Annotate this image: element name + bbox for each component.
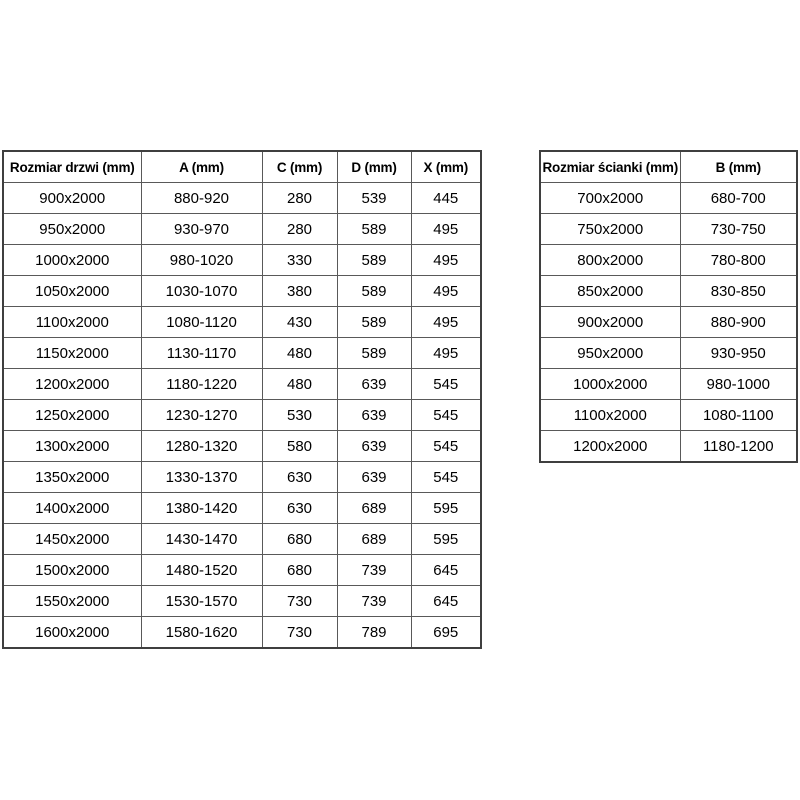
table-cell: 689: [337, 524, 411, 555]
table-cell: 1550x2000: [3, 586, 141, 617]
table-cell: 1000x2000: [3, 245, 141, 276]
table-cell: 789: [337, 617, 411, 649]
table-cell: 639: [337, 462, 411, 493]
wall-size-table: [539, 150, 798, 463]
table-cell: 1430-1470: [141, 524, 262, 555]
table-cell: 1100x2000: [540, 400, 680, 431]
table-cell: 900x2000: [540, 307, 680, 338]
table-row: [540, 400, 797, 431]
table-row: [3, 462, 481, 493]
table-cell: 1030-1070: [141, 276, 262, 307]
column-header: Rozmiar ścianki (mm): [540, 151, 680, 183]
table-row: [3, 431, 481, 462]
table-cell: 780-800: [680, 245, 797, 276]
table-cell: 730: [262, 617, 337, 649]
table-cell: 539: [337, 183, 411, 214]
table-cell: 980-1000: [680, 369, 797, 400]
table-cell: 580: [262, 431, 337, 462]
table-cell: 639: [337, 400, 411, 431]
table-cell: 1050x2000: [3, 276, 141, 307]
table-cell: 1000x2000: [540, 369, 680, 400]
table-cell: 545: [411, 431, 481, 462]
table-cell: 589: [337, 338, 411, 369]
table-cell: 495: [411, 214, 481, 245]
table-cell: 900x2000: [3, 183, 141, 214]
table-cell: 495: [411, 245, 481, 276]
table-cell: 639: [337, 431, 411, 462]
table-cell: 850x2000: [540, 276, 680, 307]
table-cell: 950x2000: [540, 338, 680, 369]
table-cell: 1400x2000: [3, 493, 141, 524]
table-cell: 980-1020: [141, 245, 262, 276]
table-cell: 1300x2000: [3, 431, 141, 462]
table-cell: 1100x2000: [3, 307, 141, 338]
table-row: [3, 214, 481, 245]
table-cell: 480: [262, 338, 337, 369]
door-table-header-row: [3, 151, 481, 183]
column-header: Rozmiar drzwi (mm): [3, 151, 141, 183]
table-cell: 589: [337, 276, 411, 307]
table-cell: 1250x2000: [3, 400, 141, 431]
column-header: X (mm): [411, 151, 481, 183]
column-header: C (mm): [262, 151, 337, 183]
table-cell: 589: [337, 214, 411, 245]
table-cell: 739: [337, 555, 411, 586]
table-row: [540, 183, 797, 214]
table-cell: 1230-1270: [141, 400, 262, 431]
table-cell: 595: [411, 524, 481, 555]
table-cell: 830-850: [680, 276, 797, 307]
table-row: [3, 369, 481, 400]
column-header: D (mm): [337, 151, 411, 183]
table-row: [540, 369, 797, 400]
table-cell: 530: [262, 400, 337, 431]
table-row: [540, 338, 797, 369]
table-cell: 1350x2000: [3, 462, 141, 493]
table-cell: 280: [262, 183, 337, 214]
table-cell: 280: [262, 214, 337, 245]
column-header: A (mm): [141, 151, 262, 183]
table-cell: 589: [337, 307, 411, 338]
table-row: [540, 245, 797, 276]
table-row: [3, 586, 481, 617]
table-row: [3, 338, 481, 369]
table-cell: 330: [262, 245, 337, 276]
table-cell: 1580-1620: [141, 617, 262, 649]
table-cell: 1180-1220: [141, 369, 262, 400]
table-row: [3, 524, 481, 555]
wall-table-header-row: [540, 151, 797, 183]
table-cell: 630: [262, 493, 337, 524]
table-cell: 495: [411, 307, 481, 338]
table-cell: 645: [411, 555, 481, 586]
table-cell: 695: [411, 617, 481, 649]
table-cell: 1480-1520: [141, 555, 262, 586]
table-cell: 1330-1370: [141, 462, 262, 493]
table-cell: 545: [411, 462, 481, 493]
table-cell: 380: [262, 276, 337, 307]
table-row: [3, 276, 481, 307]
table-cell: 1450x2000: [3, 524, 141, 555]
table-cell: 1500x2000: [3, 555, 141, 586]
table-row: [3, 183, 481, 214]
table-cell: 680-700: [680, 183, 797, 214]
table-cell: 589: [337, 245, 411, 276]
table-cell: 1600x2000: [3, 617, 141, 649]
table-cell: 639: [337, 369, 411, 400]
table-row: [3, 400, 481, 431]
table-row: [540, 276, 797, 307]
table-cell: 750x2000: [540, 214, 680, 245]
table-row: [3, 555, 481, 586]
table-cell: 430: [262, 307, 337, 338]
door-size-table: [2, 150, 482, 649]
table-cell: 1080-1100: [680, 400, 797, 431]
door-table-body: [3, 183, 481, 649]
table-cell: 445: [411, 183, 481, 214]
table-cell: 880-900: [680, 307, 797, 338]
table-cell: 1280-1320: [141, 431, 262, 462]
table-cell: 545: [411, 400, 481, 431]
table-cell: 880-920: [141, 183, 262, 214]
table-cell: 1200x2000: [540, 431, 680, 463]
wall-table-body: [540, 183, 797, 463]
table-row: [3, 617, 481, 649]
table-cell: 595: [411, 493, 481, 524]
table-cell: 950x2000: [3, 214, 141, 245]
table-cell: 689: [337, 493, 411, 524]
table-cell: 730: [262, 586, 337, 617]
table-row: [540, 431, 797, 463]
table-row: [3, 245, 481, 276]
table-cell: 700x2000: [540, 183, 680, 214]
table-cell: 930-970: [141, 214, 262, 245]
table-cell: 1180-1200: [680, 431, 797, 463]
table-cell: 739: [337, 586, 411, 617]
table-cell: 1200x2000: [3, 369, 141, 400]
table-cell: 1080-1120: [141, 307, 262, 338]
table-row: [3, 307, 481, 338]
table-cell: 800x2000: [540, 245, 680, 276]
column-header: B (mm): [680, 151, 797, 183]
table-cell: 495: [411, 338, 481, 369]
table-cell: 730-750: [680, 214, 797, 245]
table-cell: 1530-1570: [141, 586, 262, 617]
table-cell: 480: [262, 369, 337, 400]
table-cell: 1130-1170: [141, 338, 262, 369]
table-cell: 1150x2000: [3, 338, 141, 369]
table-row: [540, 214, 797, 245]
table-cell: 1380-1420: [141, 493, 262, 524]
table-cell: 680: [262, 524, 337, 555]
table-cell: 930-950: [680, 338, 797, 369]
table-cell: 630: [262, 462, 337, 493]
table-cell: 495: [411, 276, 481, 307]
table-row: [540, 307, 797, 338]
table-cell: 545: [411, 369, 481, 400]
table-cell: 645: [411, 586, 481, 617]
table-cell: 680: [262, 555, 337, 586]
table-row: [3, 493, 481, 524]
